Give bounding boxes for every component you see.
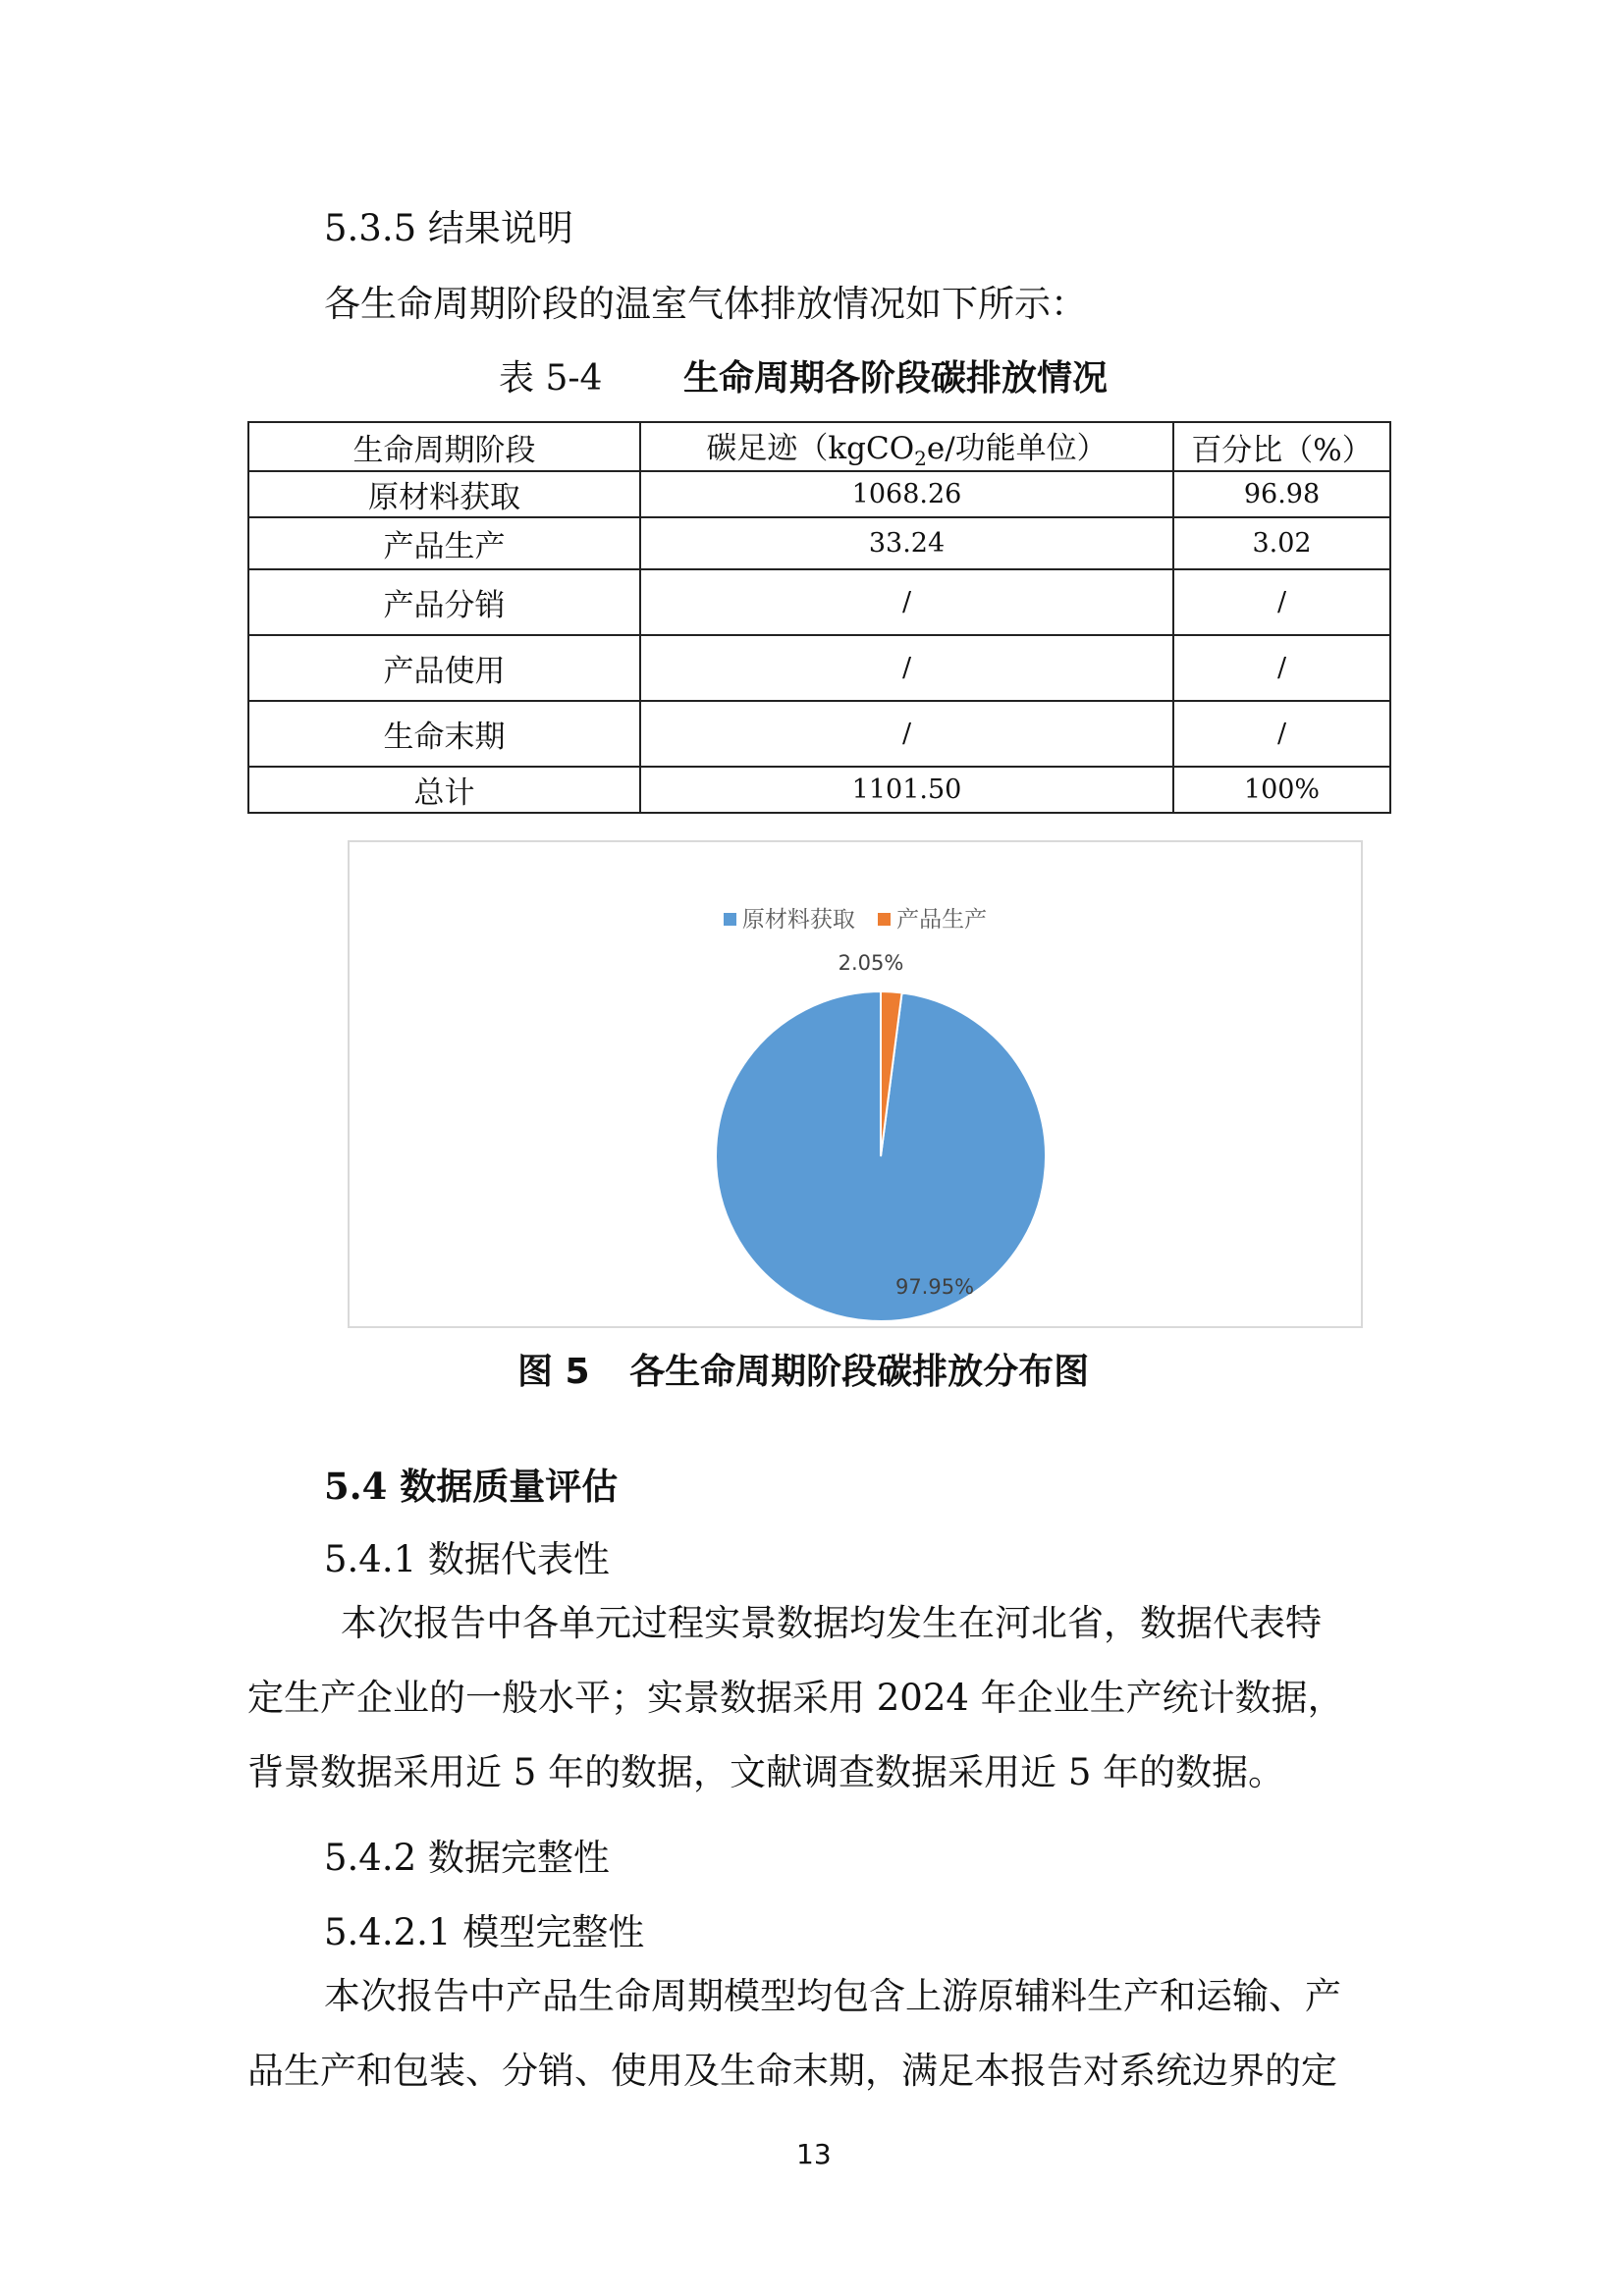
pie-data-label: 2.05%: [838, 951, 904, 975]
figure-caption-title: 各生命周期阶段碳排放分布图: [629, 1352, 1090, 1392]
row-percent: /: [1173, 701, 1390, 767]
legend-label: 原材料获取: [741, 907, 855, 933]
section-heading-54: 5.4 数据质量评估: [324, 1465, 619, 1508]
table-row: [248, 635, 1390, 701]
row-stage: 产品生产: [248, 517, 640, 569]
table-caption-title: 生命周期各阶段碳排放情况: [682, 358, 1108, 399]
row-stage: 生命末期: [248, 701, 640, 767]
row-percent: 3.02: [1173, 517, 1390, 569]
row-percent: 100%: [1173, 767, 1390, 813]
row-value: 1101.50: [640, 767, 1173, 813]
table-row: [248, 517, 1390, 569]
section-heading-541: 5.4.1 数据代表性: [324, 1538, 610, 1580]
section-heading-5421: 5.4.2.1 模型完整性: [324, 1911, 645, 1953]
header-stage: 生命周期阶段: [248, 422, 640, 471]
page-number: 13: [796, 2138, 832, 2170]
paragraph-line: 本次报告中各单元过程实景数据均发生在河北省，数据代表特: [341, 1602, 1322, 1644]
paragraph-line: 定生产企业的一般水平；实景数据采用 2024 年企业生产统计数据，: [247, 1677, 1344, 1719]
row-stage: 总计: [248, 767, 640, 813]
row-percent: /: [1173, 635, 1390, 701]
table-row: [248, 471, 1390, 517]
section-intro: 各生命周期阶段的温室气体排放情况如下所示：: [324, 283, 1087, 325]
paragraph-line: 本次报告中产品生命周期模型均包含上游原辅料生产和运输、产: [324, 1975, 1341, 2017]
figure-caption: [517, 1344, 1089, 1394]
table-caption: [499, 350, 1108, 400]
row-value: /: [640, 701, 1173, 767]
legend-label: 产品生产: [896, 907, 988, 933]
table-caption-number: 表 5-4: [499, 358, 603, 399]
section-heading-535: 5.3.5 结果说明: [324, 207, 573, 249]
row-percent: 96.98: [1173, 471, 1390, 517]
row-value: /: [640, 635, 1173, 701]
table-header-row: [248, 422, 1390, 471]
row-value: 33.24: [640, 517, 1173, 569]
paragraph-representativeness: [247, 1586, 1344, 1810]
paragraph-line: 背景数据采用近 5 年的数据，文献调查数据采用近 5 年的数据。: [247, 1751, 1285, 1793]
header-footprint: 碳足迹（kgCO$_2$e/功能单位）: [640, 422, 1173, 471]
figure-caption-number: 图 5: [517, 1352, 590, 1392]
pie-chart-frame: [348, 840, 1363, 1328]
table-total-row: [248, 767, 1390, 813]
row-stage: 产品分销: [248, 569, 640, 635]
pie-data-label: 97.95%: [894, 1275, 975, 1299]
section-heading-542: 5.4.2 数据完整性: [324, 1837, 610, 1879]
header-percent: 百分比（%）: [1173, 422, 1390, 471]
table-row: [248, 701, 1390, 767]
row-value: /: [640, 569, 1173, 635]
paragraph-model-completeness: [247, 1959, 1341, 2109]
table-row: [248, 569, 1390, 635]
pie-chart: [350, 842, 1361, 1326]
row-stage: 原材料获取: [248, 471, 640, 517]
paragraph-line: 品生产和包装、分销、使用及生命末期，满足本报告对系统边界的定: [247, 2050, 1337, 2092]
carbon-emission-table: [247, 421, 1391, 814]
row-percent: /: [1173, 569, 1390, 635]
row-stage: 产品使用: [248, 635, 640, 701]
row-value: 1068.26: [640, 471, 1173, 517]
